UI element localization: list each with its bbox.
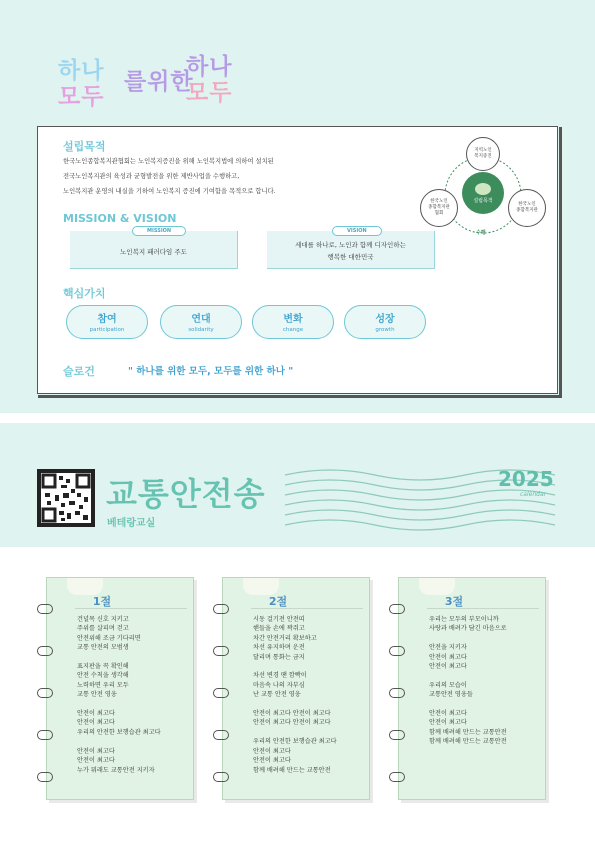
top-section — [0, 0, 595, 413]
binder-ring — [213, 730, 229, 740]
verse-lyrics: 시동 걸기전 안전띠 핸들을 손에 꽉쥐고 차간 안전거리 확보하고 차선 유지하며 운전 달리며 통화는 금지 차선 변경 땐 깜빡이 마음속 나의 자부심 난 교통 안전 영웅 안전이 최고다 안전이 최고다 안전이 최고다 안전이 최고다 우리의 안전한 보행습관 최고다 안전이 최고다 안전이 최고다 함께 배려해 만드는 교통안전 — [253, 616, 337, 774]
diagram-top: 지역노인 복지증진 — [466, 137, 500, 171]
binder-ring — [37, 604, 53, 614]
value-en: solidarity — [188, 327, 214, 333]
slogan-text: " 하나를 위한 모두, 모두를 위한 하나 " — [128, 366, 294, 377]
calendar-year: 2025 — [498, 467, 554, 491]
logo — [58, 44, 258, 114]
verse-title: 2절 — [268, 595, 288, 608]
vision-text-2: 행복한 대한민국 — [327, 253, 374, 261]
binder-ring — [37, 646, 53, 656]
divider — [75, 608, 187, 609]
diagram-center-label: 설립목적 — [473, 197, 493, 204]
vision-text-1: 세대를 하나로, 노인과 함께 디자인하는 — [295, 241, 406, 249]
value-pill — [66, 305, 148, 339]
school-name: 베테랑교실 — [107, 518, 156, 529]
logo-text-3: 를위한 — [124, 69, 194, 95]
verse-card — [398, 577, 546, 800]
slogan-title: 슬로건 — [63, 365, 95, 378]
mission-vision-title: MISSION & VISION — [63, 212, 177, 225]
logo-text-4: 하나 — [186, 54, 233, 80]
song-title: 교통안전송 — [106, 475, 266, 513]
value-pill — [344, 305, 426, 339]
purpose-line: 노인복지관 운영의 내실을 기하여 노인복지 증진에 기여함을 목적으로 합니다. — [63, 188, 276, 195]
song-banner — [0, 423, 595, 547]
divider — [427, 608, 539, 609]
value-ko: 변화 — [283, 314, 303, 325]
diagram-bottom: 수행 — [476, 230, 486, 236]
binder-ring — [37, 730, 53, 740]
binder-ring — [213, 646, 229, 656]
vision-box — [267, 228, 435, 269]
calendar-label: calendar — [520, 491, 547, 498]
value-ko: 연대 — [191, 314, 211, 325]
value-ko: 참여 — [97, 314, 117, 325]
binder-ring — [389, 772, 405, 782]
mission-tag: MISSION — [132, 226, 186, 236]
vision-tag: VISION — [332, 226, 382, 236]
mission-box — [70, 228, 238, 269]
leaf-icon — [475, 183, 491, 195]
info-card — [37, 126, 558, 394]
logo-text-5: 모두 — [186, 80, 233, 106]
binder-ring — [213, 604, 229, 614]
binder-ring — [389, 646, 405, 656]
verse-card — [222, 577, 370, 800]
diagram-left: 한국노인 종합복지관 협회 — [420, 189, 458, 227]
binder-ring — [37, 688, 53, 698]
value-ko: 성장 — [375, 314, 395, 325]
diagram-center — [462, 172, 504, 214]
binder-ring — [389, 730, 405, 740]
logo-text-1: 하나 — [58, 58, 105, 84]
mission-text: 노인복지 패러다임 주도 — [120, 248, 187, 256]
purpose-line: 전국노인복지관의 육성과 균형발전을 위한 제반사업을 수행하고, — [63, 173, 240, 180]
values-title: 핵심가치 — [63, 287, 106, 300]
purpose-text — [63, 154, 383, 199]
verse-title: 1절 — [92, 595, 112, 608]
binder-ring — [389, 604, 405, 614]
logo-text-2: 모두 — [58, 84, 105, 110]
value-en: participation — [89, 327, 125, 333]
binder-ring — [213, 688, 229, 698]
value-en: growth — [375, 327, 395, 333]
value-pill — [252, 305, 334, 339]
value-en: change — [282, 327, 304, 333]
binder-ring — [389, 688, 405, 698]
divider — [251, 608, 363, 609]
verse-lyrics: 건널목 신호 지키고 주위를 살피며 걷고 안전위해 조금 기다리면 교통 안전의 모범생 표지판을 꼭 확인해 안전 수칙을 생각해 노력하면 우리 모두 교통 안전 영웅 안전이 최고다 안전이 최고다 우리의 안전한 보행습관 최고다 안전이 최고다 안전이 최고다 누가 뭐래도 교통안전 지키자 — [77, 616, 161, 774]
binder-ring — [37, 772, 53, 782]
diagram-right: 한국노인 종합복지관 — [508, 189, 546, 227]
purpose-line: 한국노인종합복지관협회는 노인복지증진을 위해 노인복지법에 의하여 설치된 — [63, 158, 274, 165]
qr-code-icon — [41, 473, 91, 523]
qr-code[interactable] — [37, 469, 95, 527]
binder-ring — [213, 772, 229, 782]
verse-card — [46, 577, 194, 800]
value-pill — [160, 305, 242, 339]
purpose-title: 설립목적 — [63, 140, 106, 153]
verse-title: 3절 — [444, 595, 464, 608]
purpose-diagram — [418, 137, 548, 247]
verse-lyrics: 우리는 모두의 부모이니까 사랑과 배려가 담긴 마음으로 안전을 지키자 안전이 최고다 안전이 최고다 우리의 모습이 교통안전 영웅들 안전이 최고다 안전이 최고다 함께 배려해 만드는 교통안전 함께 배려해 만드는 교통안전 — [429, 616, 507, 746]
